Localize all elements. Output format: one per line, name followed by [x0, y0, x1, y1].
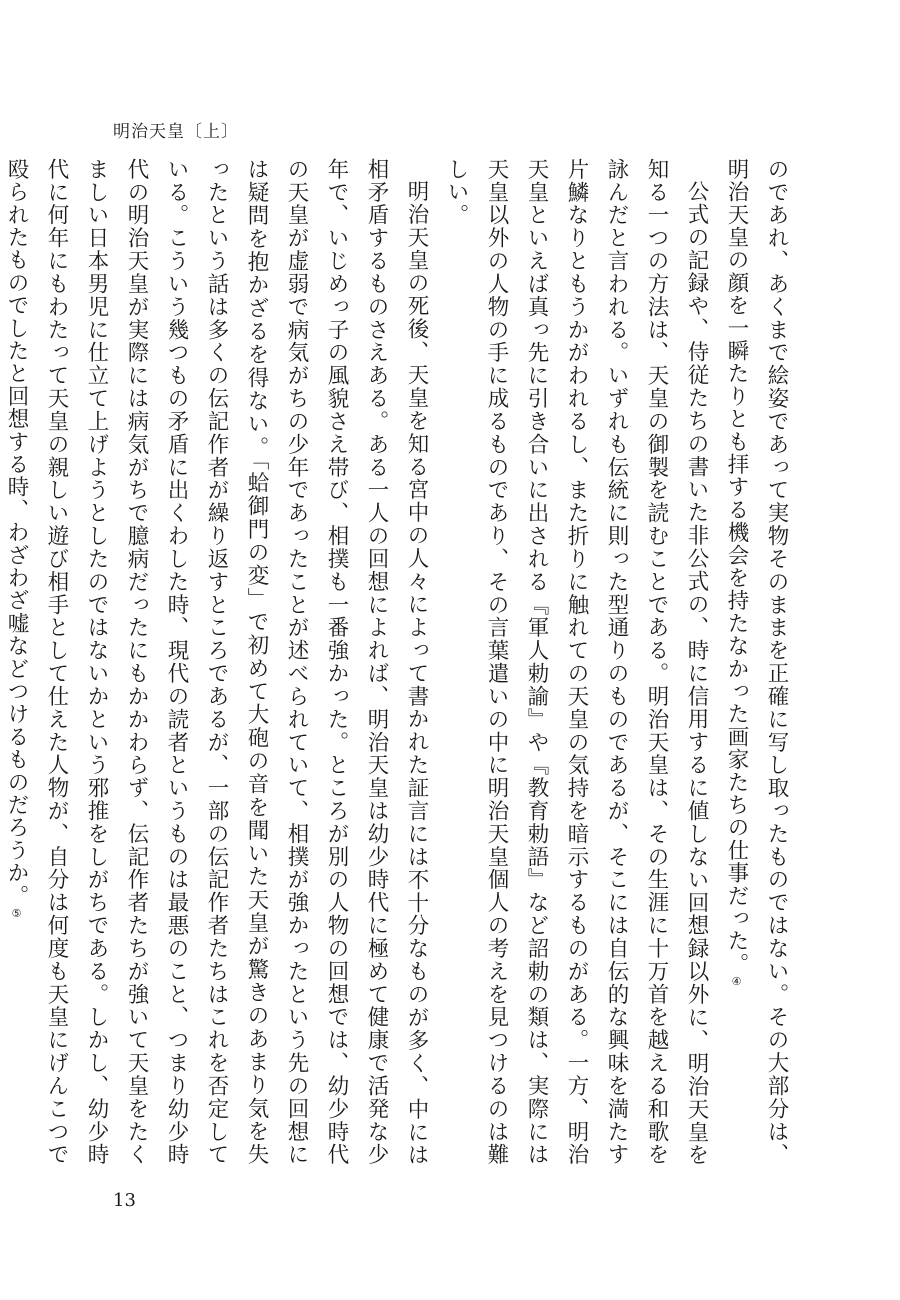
note-reference: ⑤	[10, 907, 23, 921]
paragraph-2	[436, 158, 716, 1166]
page-number: 13	[113, 1190, 136, 1211]
paragraph-text: のであれ、あくまで絵姿であって実物そのままを正確に写し取ったものではない。その大部分は、明治天皇の顔を一瞬たりとも拝する機会を持たなかった画家たちの仕事だった。	[724, 158, 789, 1166]
paragraph-text: 公式の記録や、侍従たちの書いた非公式の、時に信用するに値しない回想録以外に、明治天皇を知る一つの方法は、天皇の御製を読むことである。明治天皇は、その生涯に十万首を越える和歌を詠んだと言われる。いずれも伝統に則った型通りのものであるが、そこには自伝的な興味を満たす片鱗なりともうかがわれるし、また折りに触れての天皇の気持を暗示するものがある。一方、明治天皇といえば真っ先に引き合いに出される『軍人勅諭』や『教育勅語』など詔勅の類は、実際には天皇以外の人物の手に成るものであり、その言葉遣いの中に明治天皇個人の考えを見つけるのは難しい。	[444, 158, 709, 1166]
paragraph-3	[0, 158, 436, 1166]
body-text	[4, 158, 796, 1166]
note-reference: ④	[730, 975, 743, 989]
paragraph-text: 明治天皇の死後、天皇を知る宮中の人々によって書かれた証言には不十分なものが多く、中には相矛盾するものさえある。ある一人の回想によれば、明治天皇は幼少時代に極めて健康で活発な少年で、いじめっ子の風貌さえ帯び、相撲も一番強かった。ところが別の人物の回想では、幼少時代の天皇が虚弱で病気がちの少年であったことが述べられていて、相撲が強かったという先の回想には疑問を抱かざるを得ない。「蛤御門の変」で初めて大砲の音を聞いた天皇が驚きのあまり気を失ったという話は多くの伝記作者が繰り返すところであるが、一部の伝記作者たちはこれを否定している。こういう幾つもの矛盾に出くわした時、現代の読者というものは最悪のこと、つまり幼少時代の明治天皇が実際には病気がちで臆病だったにもかかわらず、伝記作者たちが強いて天皇をたくましい日本男児に仕立て上げようとしたのではないかという邪推をしがちである。しかし、幼少時代に何年にもわたって天皇の親しい遊び相手として仕えた人物が、自分は何度も天皇にげんこつで殴られたものでしたと回想する時、わざわざ嘘などつけるものだろうか。	[4, 158, 429, 1166]
paragraph-1	[716, 158, 796, 1166]
running-head: 明治天皇〔上〕	[113, 122, 239, 142]
